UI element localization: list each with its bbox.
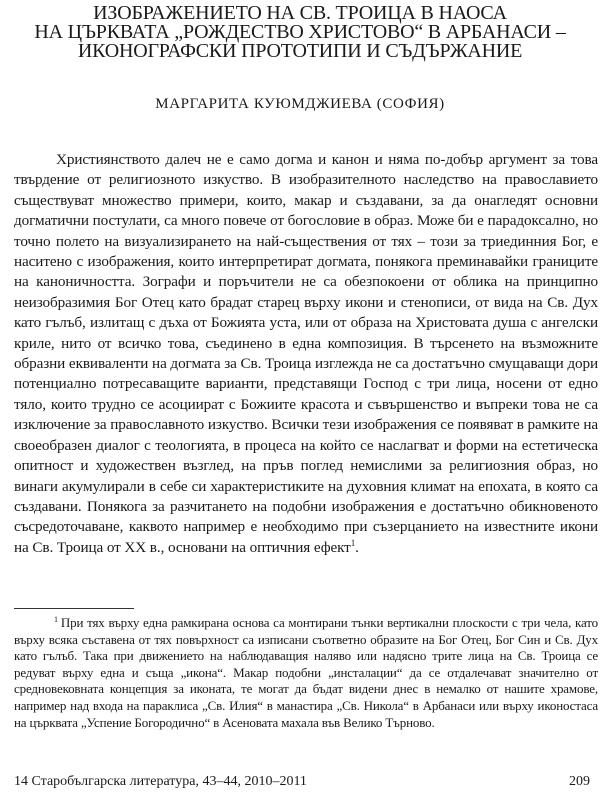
- footnote-marker: 1: [54, 614, 58, 624]
- footnote-text: При тях върху една рамкирана основа са монтирани тънки вертикални плоскости с три чела, като върху всяка съставена от тях повърхност са изписани съответно образите на Бог Отец, Бог Син и Св. Дух като гълъб. Така при движението на наблюдаващия наляво или надясно трите лица на Св. Троица се редуват върху една и съща „икона“. Макар подобни „инсталации“ да се отдалечават значително от средновековната концепция за иконата, те могат да бъдат видени днес в немалко от нашите храмове, например над входа на параклиса „Св. Илия“ в манастира „Св. Никола“ в Арбанаси или върху иконостаса на църквата „Успение Богородично“ в Асеновата махала във Велико Търново.: [14, 615, 598, 730]
- title-line-2: НА ЦЪРКВАТА „РОЖДЕСТВО ХРИСТОВО“ В АРБАНАСИ –: [34, 21, 566, 43]
- author-byline: МАРГАРИТА КУЮМДЖИЕВА (СОФИЯ): [155, 96, 445, 112]
- footnote-reference[interactable]: 1: [350, 537, 356, 548]
- footnote-divider: [14, 608, 134, 609]
- body-paragraph-text: Християнството далеч не е само догма и канон и няма по-добър аргумент за това твърдение от религиозното изкуство. В изобразителното наследство на православието съществуват множество примери, които, макар и създавани, за да онагледят основни догматични постулати, са много повече от богословие в образ. Може би е парадоксално, но точно полето на визуализирането на най-съществения от тях – този за триединния Бог, е наситено с изображения, които интерпретират догмата, понякога преминавайки границите на каноничността. Зографи и поръчители не са обезпокоени от облика на принципно неизобразимия Бог Отец като брадат старец върху икони и стенописи, от вида на Св. Дух като гълъб, излитащ с дъха от Божията уста, или от образа на Христовата душа с ангелски криле, нито от всичко това, съединено в една композиция. В търсенето на възможните образни еквиваленти на догмата за Св. Троица изглежда не са достатъчно смущаващи дори потенциално потресаващите варианти, представящи Господ с три лица, носени от едно тяло, които трудно се асоциират с Божиите красота и съвършенство и въпреки това не са изключение за православното изкуство. Всички тези изображения се появяват в рамките на своеобразен диалог с теологията, в процеса на който се наслагват и форми на естетическа опитност и художествен възглед, на пръв поглед немислими за религиозния образ, но винаги акумулирали в себе си характеристиките на духовния климат на епохата, в която са създавани. Понякога за разчитането на подобни изображения е достатъчно обикновеното съсредоточаване, каквото например е необходимо при съзерцанието на известните икони на Св. Троица от XX в., основани на оптичния ефект: [14, 151, 598, 556]
- title-line-3: ИКОНОГРАФСКИ ПРОТОТИПИ И СЪДЪРЖАНИЕ: [77, 40, 523, 62]
- body-paragraph: Християнството далеч не е само догма и канон и няма по-добър аргумент за това твърдение от религиозното изкуство. В изобразителното наследство на православието съществуват множество примери, които, макар и създавани, за да онагледят основни догматични постулати, са много повече от богословие в образ. Може би е парадоксално, но точно полето на визуализирането на най-съществения от тях – този за триединния Бог, е наситено с изображения, които интерпретират догмата, понякога преминавайки границите на каноничността. Зографи и поръчители не са обезпокоени от облика на принципно неизобразимия Бог Отец като брадат старец върху икони и стенописи, от вида на Св. Дух като гълъб, излитащ с дъха от Божията уста, или от образа на Христовата душа с ангелски криле, нито от всичко това, съединено в една композиция. В търсенето на възможните образни еквиваленти на догмата за Св. Троица изглежда не са достатъчно смущаващи дори потенциално потресаващите варианти, представящи Господ с три лица, носени от едно тяло, които трудно се асоциират с Божиите красота и съвършенство и въпреки това не са изключение за православното изкуство. Всички тези изображения се появяват в рамките на своеобразен диалог с теологията, в процеса на който се наслагват и форми на естетическа опитност и художествен възглед, на пръв поглед немислими за религиозния образ, но винаги акумулирали в себе си характеристиките на духовния климат на епохата, в която са създавани. Понякога за разчитането на подобни изображения е достатъчно обикновеното съсредоточаване, каквото например е необходимо при съзерцанието на известните икони на Св. Троица от XX в., основани на оптичния ефект$^1$.: [14, 151, 598, 556]
- page-number: 209: [569, 774, 590, 789]
- article-title: [20, 4, 580, 61]
- title-line-1: ИЗОБРАЖЕНИЕТО НА СВ. ТРОИЦА В НАОСА: [93, 2, 507, 24]
- page-footer: [14, 774, 590, 790]
- journal-citation: 14 Старобългарска литература, 43–44, 2010–2011: [14, 774, 307, 789]
- footnote: [14, 615, 598, 731]
